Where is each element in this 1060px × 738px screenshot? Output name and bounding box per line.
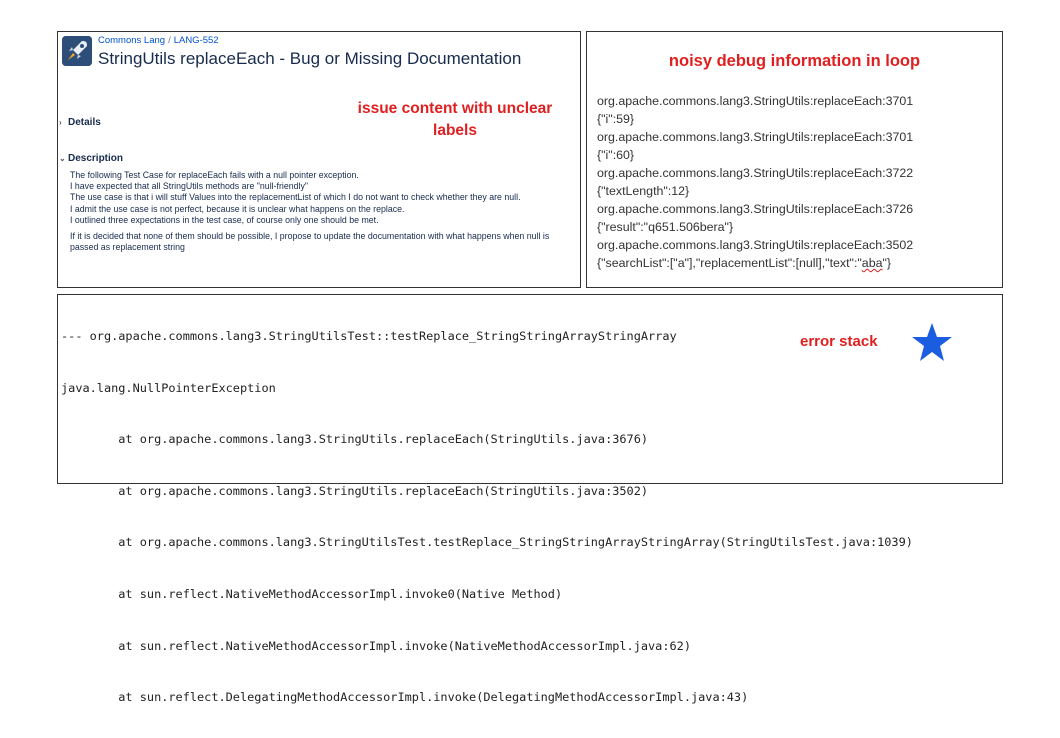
stack-line: at org.apache.commons.lang3.StringUtilsTest.testReplace_StringStringArrayStringArray(StringUtilsTest.java:1039) <box>61 535 913 550</box>
debug-annotation: noisy debug information in loop <box>668 52 921 70</box>
description-toggle[interactable] <box>59 153 123 164</box>
stack-line: java.lang.NullPointerException <box>61 380 276 395</box>
star-icon <box>911 322 953 362</box>
rocket-logo-icon <box>62 36 92 66</box>
description-line: The following Test Case for replaceEach fails with a null pointer exception. <box>70 170 359 180</box>
debug-line: {"textLength":12} <box>597 184 690 198</box>
stack-line: at sun.reflect.NativeMethodAccessorImpl.invoke0(Native Method) <box>61 586 563 601</box>
debug-text-value: aba <box>861 256 883 270</box>
debug-line-prefix: {"searchList":["a"],"replacementList":[null],"text":" <box>597 256 862 270</box>
stack-trace <box>61 297 913 738</box>
debug-line: org.apache.commons.lang3.StringUtils:replaceEach:3502 <box>597 238 914 252</box>
breadcrumb-separator: / <box>168 35 171 46</box>
issue-panel <box>57 31 581 288</box>
debug-log <box>597 92 1002 272</box>
chevron-right-icon: › <box>59 118 62 127</box>
debug-line-suffix: "} <box>882 256 892 270</box>
stack-line: at sun.reflect.DelegatingMethodAccessorImpl.invoke(DelegatingMethodAccessorImpl.java:43) <box>61 690 749 705</box>
breadcrumb-issue-key-link[interactable]: LANG-552 <box>173 35 219 46</box>
description-line: I admit the use case is not perfect, because it is unclear what happens on the replace. <box>70 203 405 214</box>
stack-line: at org.apache.commons.lang3.StringUtils.replaceEach(StringUtils.java:3676) <box>61 432 649 447</box>
debug-line: {"i":60} <box>597 148 635 162</box>
description-line: If it is decided that none of them should be possible, I propose to update the documentation with what happens when null is passed as replacement string <box>70 231 550 253</box>
stack-line: at sun.reflect.NativeMethodAccessorImpl.invoke(NativeMethodAccessorImpl.java:62) <box>61 638 691 653</box>
debug-panel <box>586 31 1003 288</box>
debug-line: org.apache.commons.lang3.StringUtils:replaceEach:3701 <box>597 94 914 108</box>
debug-line: org.apache.commons.lang3.StringUtils:replaceEach:3726 <box>597 202 914 216</box>
breadcrumb-project-link[interactable]: Commons Lang <box>98 35 166 46</box>
description-line: I have expected that all StringUtils methods are "null-friendly" <box>70 181 309 192</box>
description-label: Description <box>68 153 124 164</box>
details-toggle[interactable] <box>59 117 101 128</box>
description-body <box>70 170 578 253</box>
details-label: Details <box>68 117 101 128</box>
debug-line: {"i":59} <box>597 112 635 126</box>
stack-line: at org.apache.commons.lang3.StringUtils.replaceEach(StringUtils.java:3502) <box>61 483 649 498</box>
stack-line: --- org.apache.commons.lang3.StringUtilsTest::testReplace_StringStringArrayStringArray <box>61 329 677 343</box>
stack-panel <box>57 294 1003 705</box>
debug-line: org.apache.commons.lang3.StringUtils:replaceEach:3722 <box>597 166 914 180</box>
issue-title: StringUtils replaceEach - Bug or Missing Documentation <box>98 49 522 68</box>
chevron-down-icon: ⌄ <box>59 154 66 163</box>
description-line: The use case is that i will stuff Values into the replacementList of which I do not want to check whether they are null. <box>70 192 521 203</box>
debug-line: {"result":"q651.506bera"} <box>597 220 734 234</box>
description-line: I outlined three expectations in the test case, of course only one should be met. <box>70 214 379 225</box>
stack-annotation: error stack <box>800 333 878 350</box>
issue-annotation: issue content with unclear labels <box>357 100 553 139</box>
breadcrumb <box>98 35 219 46</box>
debug-line: org.apache.commons.lang3.StringUtils:replaceEach:3701 <box>597 130 914 144</box>
debug-line-last <box>597 254 1002 272</box>
